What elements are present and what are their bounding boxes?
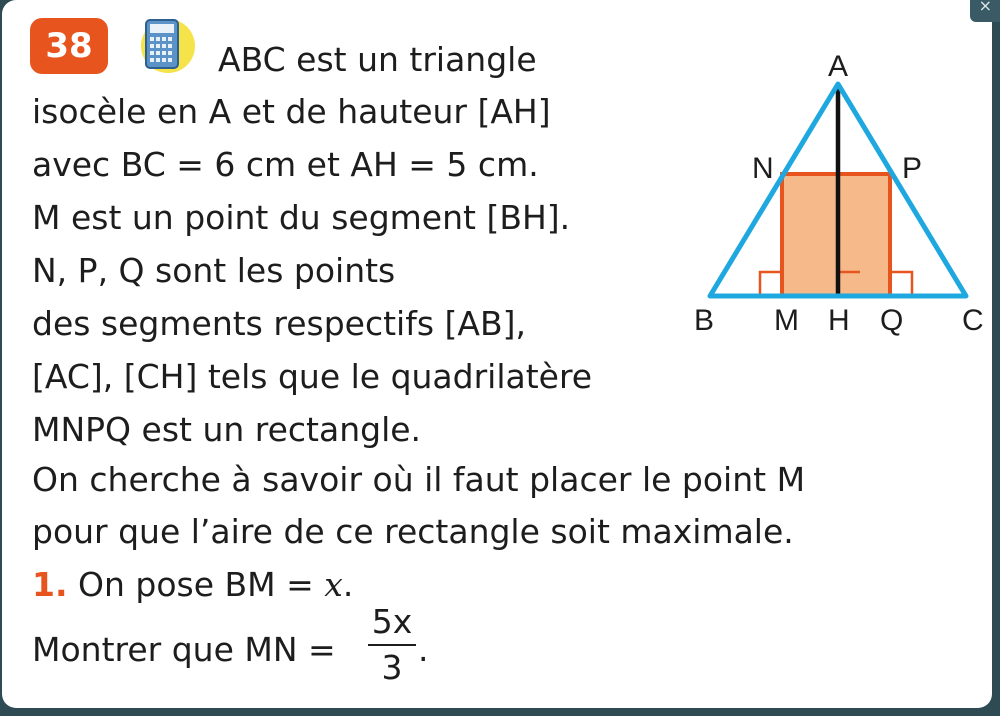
window-corner[interactable] [970, 0, 1000, 22]
text-line-10: pour que l’aire de ce rectangle soit maximale. [32, 512, 794, 551]
label-c: C [962, 304, 984, 337]
text-line-8: MNPQ est un rectangle. [32, 410, 422, 449]
exercise-number-badge: 38 [30, 18, 108, 74]
show-end: . [418, 630, 429, 669]
calculator-icon [132, 16, 196, 76]
text-line-6: des segments respectifs [AB], [32, 304, 526, 343]
label-q: Q [880, 304, 904, 337]
text-line-1: ABC est un triangle [218, 40, 537, 79]
text-line-5: N, P, Q sont les points [32, 251, 396, 290]
label-m: M [774, 304, 799, 337]
question-end: . [342, 565, 354, 604]
fraction-numerator: 5x [371, 602, 413, 641]
question-text: On pose BM = [78, 565, 314, 604]
close-icon[interactable]: × [978, 0, 992, 15]
question-1-show [32, 630, 336, 670]
label-p: P [902, 152, 923, 185]
variable-x: x [324, 565, 343, 604]
text-line-7: [AC], [CH] tels que le quadrilatère [32, 357, 593, 396]
exercise-card [2, 0, 992, 708]
text-line-9: On cherche à savoir où il faut placer le point M [32, 460, 806, 499]
right-angle-m [760, 272, 782, 296]
text-line-3: avec BC = 6 cm et AH = 5 cm. [32, 145, 539, 184]
fraction-denominator: 3 [381, 648, 403, 687]
label-h: H [828, 304, 850, 337]
label-b: B [694, 304, 715, 337]
fraction-bar [368, 644, 416, 646]
right-angle-q [890, 272, 912, 296]
triangle-figure [692, 50, 992, 350]
label-a: A [828, 50, 849, 83]
label-n: N [752, 152, 774, 185]
text-line-4: M est un point du segment [BH]. [32, 198, 571, 237]
question-number: 1. [32, 565, 68, 604]
text-line-2: isocèle en A et de hauteur [AH] [32, 92, 551, 131]
fraction-5x-over-3 [368, 602, 416, 688]
question-1 [32, 565, 353, 605]
show-text: Montrer que MN = [32, 630, 336, 669]
